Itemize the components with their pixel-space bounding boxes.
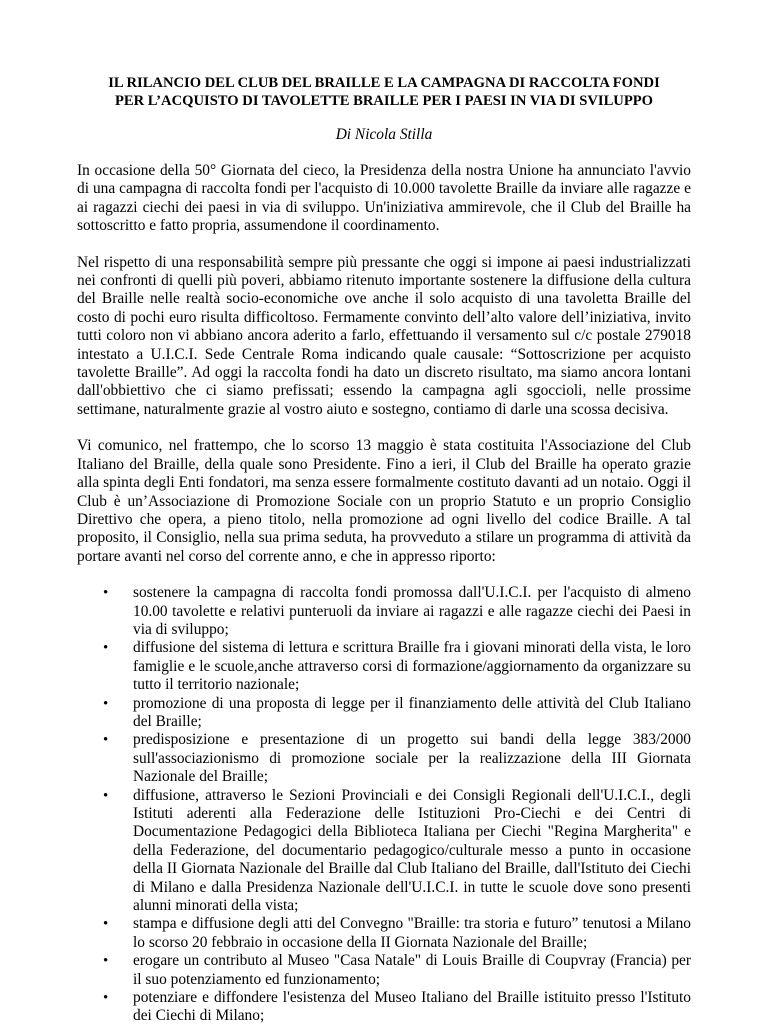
list-item: • diffusione del sistema di lettura e scrittura Braille fra i giovani minorati della vista, le loro famiglie e le scuole,anche attraverso corsi di formazione/aggiornamento da organizzare su tutto il territorio nazionale; <box>133 639 691 694</box>
document-title <box>77 74 691 110</box>
list-item: • potenziare e diffondere l'esistenza del Museo Italiano del Braille istituito presso l'Istituto dei Ciechi di Milano; <box>133 989 691 1026</box>
paragraph-2: Nel rispetto di una responsabilità sempre più pressante che oggi si impone ai paesi industrializzati nei confronti di quelli più poveri, abbiamo ritenuto importante sostenere la diffusione della cultura del Braille nelle realtà socio-economiche ove anche il solo acquisto di una tavoletta Braille del costo di pochi euro risulta difficoltoso. Fermamente convinto dell’alto valore dell’iniziativa, invito tutti coloro non vi abbiano ancora aderito a farlo, effettuando il versamento sul c/c postale 279018 intestato a U.I.C.I. Sede Centrale Roma indicando quale causale: “Sottoscrizione per acquisto tavolette Braille”. Ad oggi la raccolta fondi ha dato un discreto risultato, ma siamo ancora lontani dall'obbiettivo che ci siamo prefissati; essendo la campagna agli sgoccioli, nelle prossime settimane, naturalmente grazie al vostro aiuto e sostegno, contiamo di darle una scossa decisiva. <box>77 253 691 418</box>
paragraph-1: In occasione della 50° Giornata del cieco, la Presidenza della nostra Unione ha annunciato l'avvio di una campagna di raccolta fondi per l'acquisto di 10.000 tavolette Braille da inviare alle ragazze e ai ragazzi ciechi dei paesi in via di sviluppo. Un'iniziativa ammirevole, che il Club del Braille ha sottoscritto e fatto propria, assumendone il coordinamento. <box>77 162 691 235</box>
list-item: • erogare un contributo al Museo "Casa Natale" di Louis Braille di Coupvray (Francia) per il suo potenziamento ed funzionamento; <box>133 952 691 989</box>
activity-list <box>77 584 691 1026</box>
list-item: • diffusione, attraverso le Sezioni Provinciali e dei Consigli Regionali dell'U.I.C.I., degli Istituti aderenti alla Federazione delle Istituzioni Pro-Ciechi e dei Centri di Documentazione Pedagogici della Biblioteca Italiana per Ciechi "Regina Margherita" e della Federazione, del documentario pedagogico/culturale messo a punto in occasione della II Giornata Nazionale del Braille dal Club Italiano del Braille, dall'Istituto dei Ciechi di Milano e dalla Presidenza Nazionale dell'U.I.C.I. in tutte le scuole dove sono presenti alunni minorati della vista; <box>133 787 691 916</box>
list-item: • promozione di una proposta di legge per il finanziamento delle attività del Club Italiano del Braille; <box>133 695 691 732</box>
title-line-1: IL RILANCIO DEL CLUB DEL BRAILLE E LA CAMPAGNA DI RACCOLTA FONDI <box>108 75 660 91</box>
paragraph-3: Vi comunico, nel frattempo, che lo scorso 13 maggio è stata costituita l'Associazione del Club Italiano del Braille, della quale sono Presidente. Fino a ieri, il Club del Braille ha operato grazie alla spinta degli Enti fondatori, ma senza essere formalmente costituto davanti ad un notaio. Oggi il Club è un’Associazione di Promozione Sociale con un proprio Statuto e un proprio Consiglio Direttivo che opera, a pieno titolo, nella promozione ad ogni livello del codice Braille. A tal proposito, il Consiglio, nella sua prima seduta, ha provveduto a stilare un programma di attività da portare avanti nel corso del corrente anno, e che in appresso riporto: <box>77 437 691 565</box>
title-line-2: PER L’ACQUISTO DI TAVOLETTE BRAILLE PER I PAESI IN VIA DI SVILUPPO <box>114 93 654 109</box>
author-byline: Di Nicola Stilla <box>335 126 433 143</box>
list-item: • stampa e diffusione degli atti del Convegno "Braille: tra storia e futuro” tenutosi a Milano lo scorso 20 febbraio in occasione della II Giornata Nazionale del Braille; <box>133 915 691 952</box>
list-item: • sostenere la campagna di raccolta fondi promossa dall'U.I.C.I. per l'acquisto di almeno 10.00 tavolette e relativi punteruoli da inviare ai ragazzi e alle ragazze ciechi dei Paesi in via di sviluppo; <box>133 584 691 639</box>
list-item: • predisposizione e presentazione di un progetto sui bandi della legge 383/2000 sull'associazionismo di promozione sociale per la realizzazione della III Giornata Nazionale del Braille; <box>133 731 691 786</box>
